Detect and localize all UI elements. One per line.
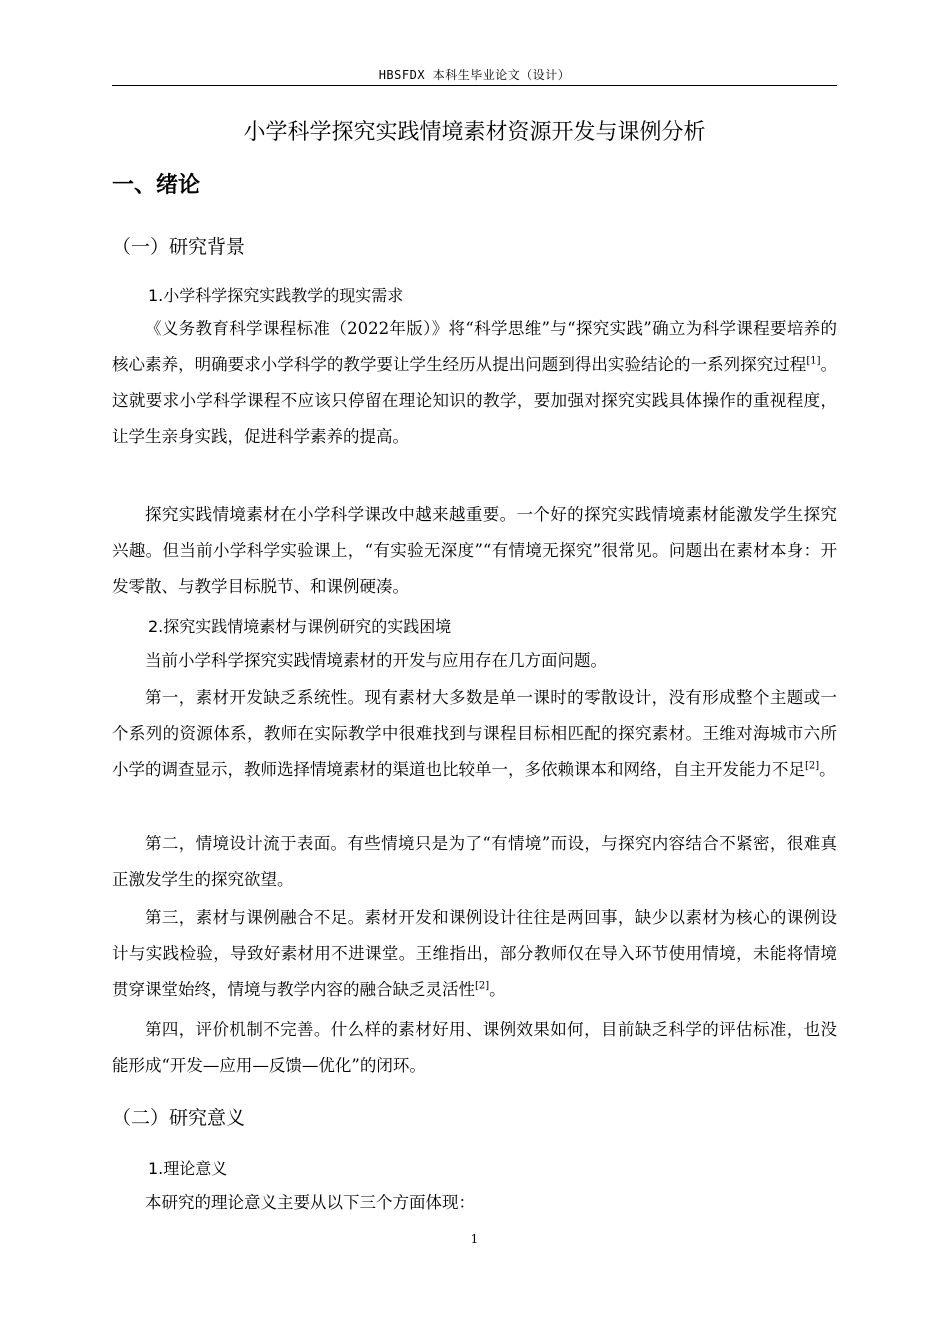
subsection-heading-significance: （二）研究意义 xyxy=(112,1107,246,1129)
paragraph-text: 第三，素材与课例融合不足。素材开发和课例设计往往是两回事，缺少以素材为核心的课例设计与实践检验，导致好素材用不进课堂。王维指出，部分教师仅在导入环节使用情境，未能将情境贯穿课堂始终，情境与教学内容的融合缺乏灵活性 xyxy=(112,908,837,999)
citation-ref: [1] xyxy=(806,355,821,367)
citation-ref: [2] xyxy=(475,980,490,992)
paragraph-curriculum-standard xyxy=(112,311,837,455)
heading-theoretical-significance: 1.理论意义 xyxy=(148,1159,228,1178)
paragraph-text: 。 xyxy=(819,760,836,779)
section-heading-introduction: 一、绪论 xyxy=(112,173,201,198)
paragraph-theoretical-intro: 本研究的理论意义主要从以下三个方面体现： xyxy=(145,1193,475,1212)
running-header: HBSFDX 本科生毕业论文（设计） xyxy=(378,68,571,82)
paragraph-fourth-problem: 第四，评价机制不完善。什么样的素材好用、课例效果如何，目前缺乏科学的评估标准，也没能形成“开发—应用—反馈—优化”的闭环。 xyxy=(112,1020,837,1075)
page-number: 1 xyxy=(470,1232,479,1246)
paragraph-first-problem xyxy=(112,680,837,788)
heading-practical-demand: 1.小学科学探究实践教学的现实需求 xyxy=(148,286,404,305)
paragraph-text: 。 xyxy=(489,980,506,999)
paper-title: 小学科学探究实践情境素材资源开发与课例分析 xyxy=(243,120,706,145)
paragraph-text: 。这就要求小学科学课程不应该只停留在理论知识的教学，要加强对探究实践具体操作的重视程度，让学生亲身实践，促进科学素养的提高。 xyxy=(112,355,838,446)
paragraph-problems-intro: 当前小学科学探究实践情境素材的开发与应用存在几方面问题。 xyxy=(145,651,607,670)
heading-practical-dilemma: 2.探究实践情境素材与课例研究的实践困境 xyxy=(148,617,452,636)
paragraph-second-problem: 第二，情境设计流于表面。有些情境只是为了“有情境”而设，与探究内容结合不紧密，很难真正激发学生的探究欲望。 xyxy=(112,834,837,889)
paragraph-text: 第一，素材开发缺乏系统性。现有素材大多数是单一课时的零散设计，没有形成整个主题或一个系列的资源体系，教师在实际教学中很难找到与课程目标相匹配的探究素材。王维对海城市六所小学的调查显示，教师选择情境素材的渠道也比较单一，多依赖课本和网络，自主开发能力不足 xyxy=(112,688,837,779)
paragraph-text: 《义务教育科学课程标准（2022年版）》将“科学思维”与“探究实践”确立为科学课程要培养的核心素养，明确要求小学科学的教学要让学生经历从提出问题到得出实验结论的一系列探究过程 xyxy=(112,319,837,374)
subsection-heading-background: （一）研究背景 xyxy=(112,236,246,258)
paragraph-third-problem xyxy=(112,900,837,1008)
paragraph-situational-material: 探究实践情境素材在小学科学课改中越来越重要。一个好的探究实践情境素材能激发学生探究兴趣。但当前小学科学实验课上，“有实验无深度”“有情境无探究”很常见。问题出在素材本身：开发零散、与教学目标脱节、和课例硬凑。 xyxy=(112,505,837,596)
header-rule xyxy=(112,85,837,86)
citation-ref: [2] xyxy=(805,760,820,772)
